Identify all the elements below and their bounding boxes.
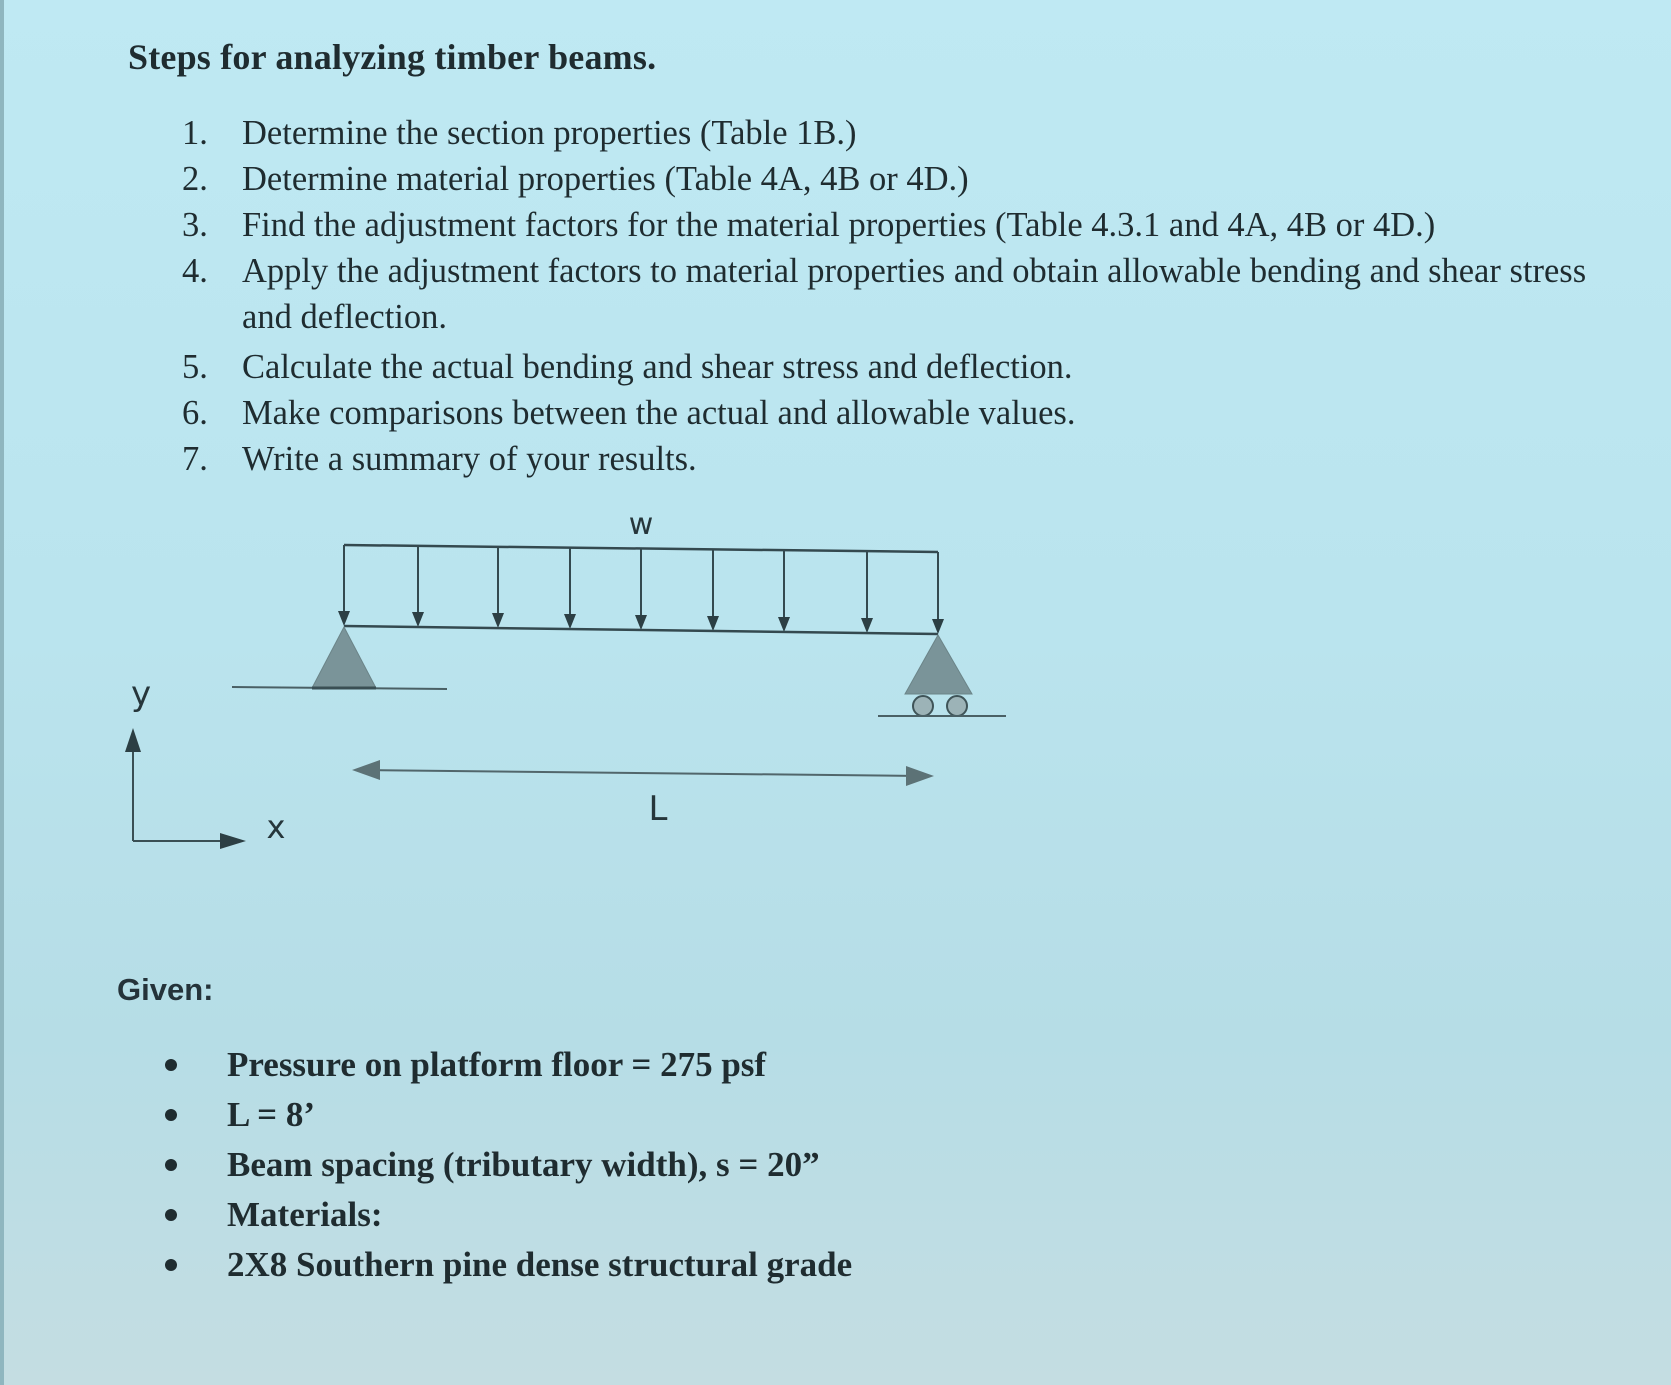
roller-support-icon	[878, 635, 1006, 716]
given-item-text: Beam spacing (tributary width), s = 20”	[227, 1145, 820, 1184]
step-item	[182, 436, 1602, 482]
given-heading: Given:	[117, 972, 214, 1007]
step-text: Write a summary of your results.	[242, 440, 697, 478]
beam	[344, 626, 938, 634]
coordinate-axes-icon	[125, 728, 246, 849]
step-text: Determine the section properties (Table 1B.)	[242, 114, 857, 152]
page-title: Steps for analyzing timber beams.	[128, 37, 657, 77]
x-axis-arrow-icon	[220, 833, 246, 849]
y-axis-label: y	[130, 674, 152, 714]
page-edge	[0, 0, 4, 1385]
y-axis-arrow-icon	[125, 728, 141, 752]
load-arrow-icon	[338, 545, 350, 626]
load-label: w	[628, 507, 654, 542]
span-label: L	[648, 789, 668, 829]
load-arrow-icon	[564, 548, 576, 629]
step-number: 7.	[182, 440, 208, 478]
step-number: 5.	[182, 348, 208, 386]
distributed-load	[338, 545, 944, 634]
given-item	[165, 1090, 852, 1140]
step-item	[182, 344, 1602, 390]
given-item	[165, 1190, 852, 1240]
step-number: 2.	[182, 160, 208, 198]
given-item-text: Materials:	[227, 1195, 383, 1234]
bullet-icon	[165, 1259, 177, 1271]
load-arrow-icon	[932, 552, 944, 634]
pin-support-icon	[232, 627, 447, 689]
step-text: Apply the adjustment factors to material properties and obtain allowable bending and shear stress and deflection.	[242, 252, 1587, 336]
step-item	[182, 156, 1602, 202]
step-number: 6.	[182, 394, 208, 432]
given-item	[165, 1140, 852, 1190]
step-item	[182, 202, 1602, 248]
step-text: Calculate the actual bending and shear stress and deflection.	[242, 348, 1073, 386]
bullet-icon	[165, 1059, 177, 1071]
given-item-text: Pressure on platform floor = 275 psf	[227, 1045, 767, 1084]
given-item	[165, 1040, 852, 1090]
step-item	[182, 110, 1602, 156]
load-arrow-icon	[861, 551, 873, 633]
span-dimension	[352, 760, 934, 786]
dimension-arrow-left-icon	[352, 760, 380, 780]
given-list	[165, 1040, 852, 1290]
bullet-icon	[165, 1159, 177, 1171]
steps-list	[182, 110, 1602, 482]
load-arrow-icon	[778, 550, 790, 632]
step-number: 1.	[182, 114, 208, 152]
given-item-text: 2X8 Southern pine dense structural grade	[227, 1245, 853, 1284]
load-arrow-icon	[635, 548, 647, 630]
given-item	[165, 1240, 852, 1290]
step-item	[182, 390, 1602, 436]
load-arrow-icon	[412, 546, 424, 627]
step-item	[182, 248, 1602, 340]
step-text: Determine material properties (Table 4A, 4B or 4D.)	[242, 160, 969, 198]
step-text: Find the adjustment factors for the material properties (Table 4.3.1 and 4A, 4B or 4D.)	[242, 206, 1436, 244]
step-text: Make comparisons between the actual and allowable values.	[242, 394, 1076, 432]
x-axis-label: x	[266, 808, 286, 846]
dimension-arrow-right-icon	[906, 766, 934, 786]
step-number: 3.	[182, 206, 208, 244]
bullet-icon	[165, 1109, 177, 1121]
load-arrow-icon	[707, 549, 719, 631]
given-item-text: L = 8’	[227, 1095, 316, 1134]
step-number: 4.	[182, 252, 208, 290]
load-arrow-icon	[492, 547, 504, 628]
bullet-icon	[165, 1209, 177, 1221]
